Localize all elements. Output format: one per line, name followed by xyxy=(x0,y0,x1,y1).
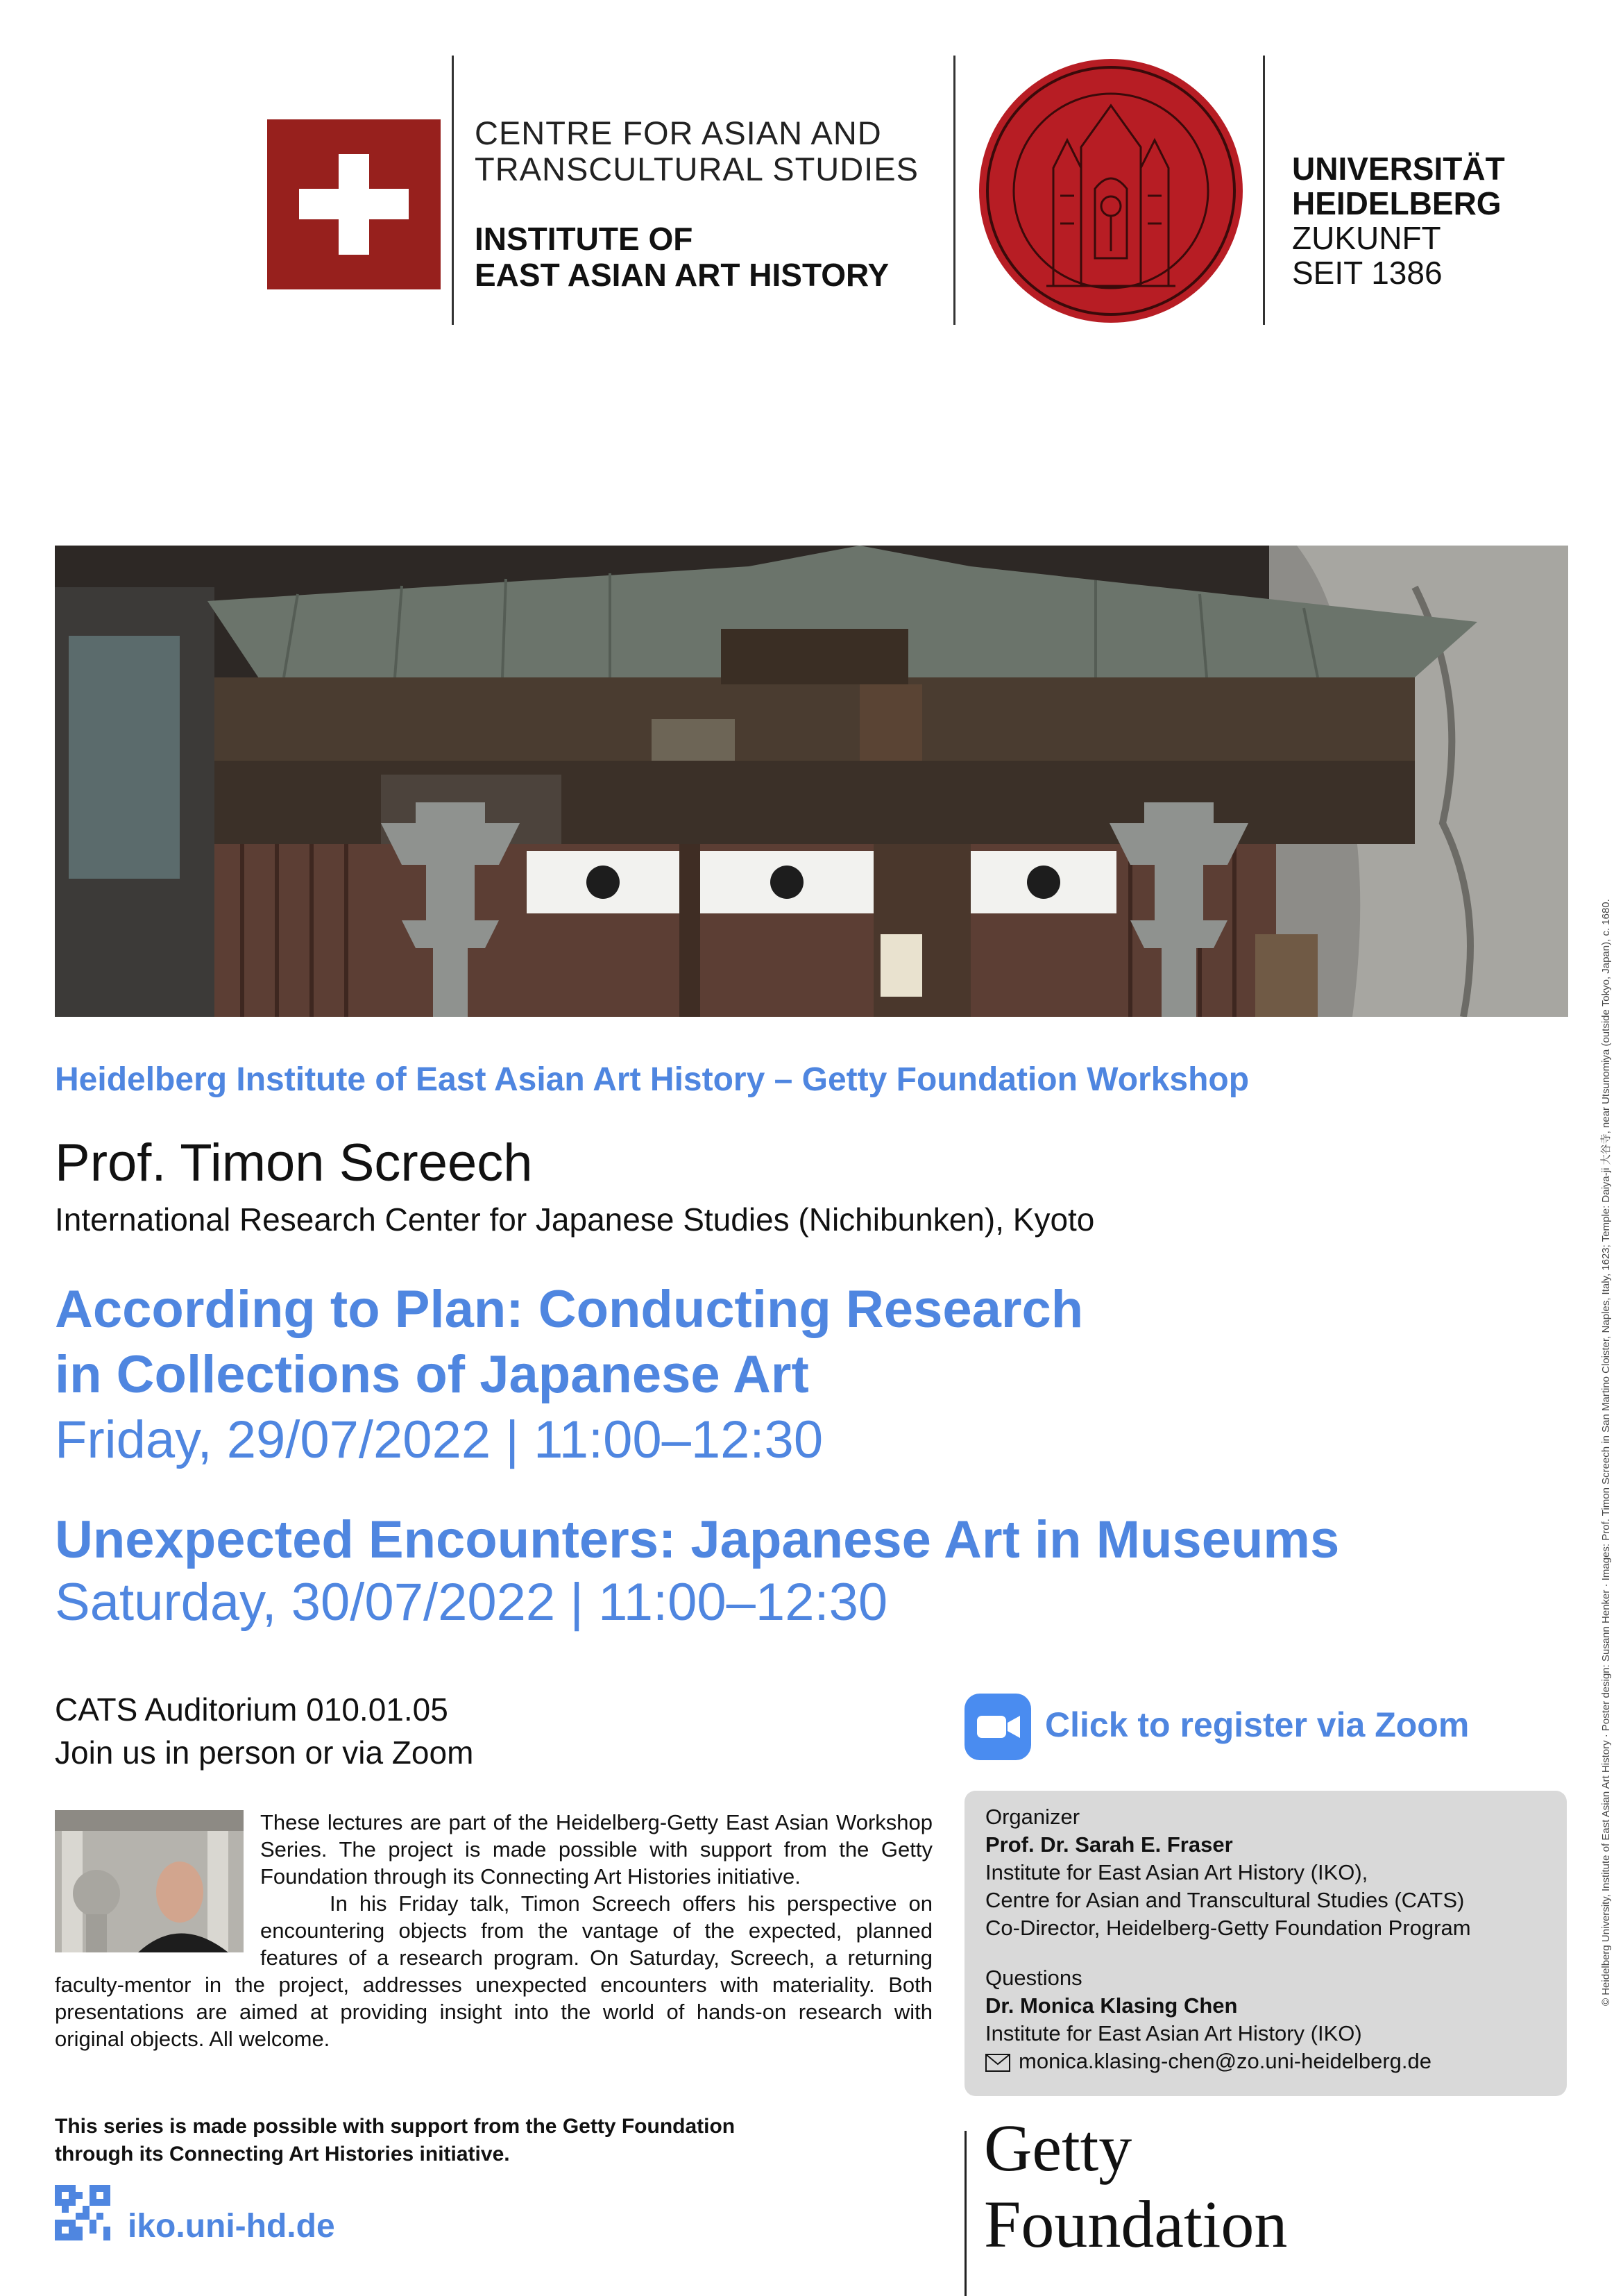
header-divider-left xyxy=(452,56,454,325)
cats-cross-logo xyxy=(267,119,441,289)
website-link[interactable]: iko.uni-hd.de xyxy=(128,2208,335,2245)
cats-name xyxy=(475,115,919,187)
talk1-title-line1: According to Plan: Conducting Research xyxy=(55,1280,1084,1339)
talk2-title: Unexpected Encounters: Japanese Art in Museums xyxy=(55,1510,1340,1569)
header-divider-middle xyxy=(953,56,955,325)
getty-foundation-logo xyxy=(984,2110,1287,2263)
university-motto-line1: ZUKUNFT xyxy=(1292,220,1441,256)
event-description xyxy=(55,1809,933,2052)
venue-info xyxy=(55,1688,473,1774)
venue-room: CATS Auditorium 010.01.05 xyxy=(55,1691,448,1728)
university-motto xyxy=(1292,221,1443,290)
cats-name-line2: TRANSCULTURAL STUDIES xyxy=(475,151,919,187)
support-statement xyxy=(55,2113,735,2168)
speaker-affiliation: International Research Center for Japanese Studies (Nichibunken), Kyoto xyxy=(55,1201,1095,1238)
university-name-line1: UNIVERSITÄT xyxy=(1292,151,1505,187)
workshop-series-title: Heidelberg Institute of East Asian Art History – Getty Foundation Workshop xyxy=(55,1061,1250,1098)
getty-logo-line1: Getty xyxy=(984,2111,1132,2185)
talk1-date: Friday, 29/07/2022 | 11:00–12:30 xyxy=(55,1410,824,1469)
university-seal-icon xyxy=(977,57,1245,325)
getty-logo-line2: Foundation xyxy=(984,2187,1288,2261)
venue-mode: Join us in person or via Zoom xyxy=(55,1734,474,1771)
description-paragraph-1: These lectures are part of the Heidelberg-Getty East Asian Workshop Series. The project is made possible with support from the Getty Foundation through its Connecting Art Histories initiative. xyxy=(260,1810,933,1889)
description-paragraph-2: In his Friday talk, Timon Screech offers his perspective on encountering objects from the vantage of the expected, planned features of a research program. On Saturday, Screech, a returning faculty-mentor in the project, addresses unexpected encounters with materiality. Both presentations are aimed at providing insight into the world of hands-on research with original objects. All welcome. xyxy=(55,1891,933,2051)
university-name-line2: HEIDELBERG xyxy=(1292,185,1502,221)
institute-name-line1: INSTITUTE OF xyxy=(475,221,693,257)
talk1-title xyxy=(55,1277,1083,1408)
organizer-name: Prof. Dr. Sarah E. Fraser xyxy=(985,1832,1233,1857)
questions-email[interactable]: monica.klasing-chen@zo.uni-heidelberg.de xyxy=(1019,2049,1431,2073)
qr-code-icon[interactable] xyxy=(55,2185,110,2240)
questions-line1: Institute for East Asian Art History (IKO) xyxy=(985,2021,1362,2045)
organizer-heading: Organizer xyxy=(985,1805,1080,1829)
organizer-line1: Institute for East Asian Art History (IKO), xyxy=(985,1860,1368,1884)
questions-email-row[interactable] xyxy=(985,2048,1431,2075)
questions-contact-name: Dr. Monica Klasing Chen xyxy=(985,1993,1238,2018)
talk2-date: Saturday, 30/07/2022 | 11:00–12:30 xyxy=(55,1573,888,1632)
temple-photo xyxy=(55,546,1568,1017)
header-divider-right xyxy=(1263,56,1265,325)
portrait-spacer xyxy=(55,1809,260,1955)
speaker-name: Prof. Timon Screech xyxy=(55,1133,533,1192)
cats-name-line1: CENTRE FOR ASIAN AND xyxy=(475,115,882,151)
getty-divider xyxy=(965,2131,967,2296)
institute-name xyxy=(475,221,889,293)
temple-illustration xyxy=(55,546,1568,1017)
questions-heading: Questions xyxy=(985,1966,1082,1990)
envelope-icon xyxy=(985,2054,1010,2072)
support-line2: through its Connecting Art Histories initiative. xyxy=(55,2143,510,2166)
talk1-title-line2: in Collections of Japanese Art xyxy=(55,1345,809,1404)
photo-credit: © Heidelberg University, Institute of East Asian Art History · Poster design: Susann Henker · Images: Prof. Timon Screech in San Martino Cloister, Naples, Italy, 1623; Temple: Daiya-ji 大谷寺, near Utsunomiya (outside Tokyo, Japan), c. 1680. xyxy=(1600,899,1612,2006)
university-motto-line2: SEIT 1386 xyxy=(1292,255,1443,291)
university-name xyxy=(1292,151,1505,221)
organizer-line3: Co-Director, Heidelberg-Getty Foundation Program xyxy=(985,1916,1471,1940)
institute-name-line2: EAST ASIAN ART HISTORY xyxy=(475,257,890,293)
zoom-camera-icon[interactable] xyxy=(965,1694,1031,1760)
zoom-register-link[interactable]: Click to register via Zoom xyxy=(1045,1705,1470,1744)
support-line1: This series is made possible with support from the Getty Foundation xyxy=(55,2115,736,2138)
organizer-line2: Centre for Asian and Transcultural Studies (CATS) xyxy=(985,1888,1465,1912)
